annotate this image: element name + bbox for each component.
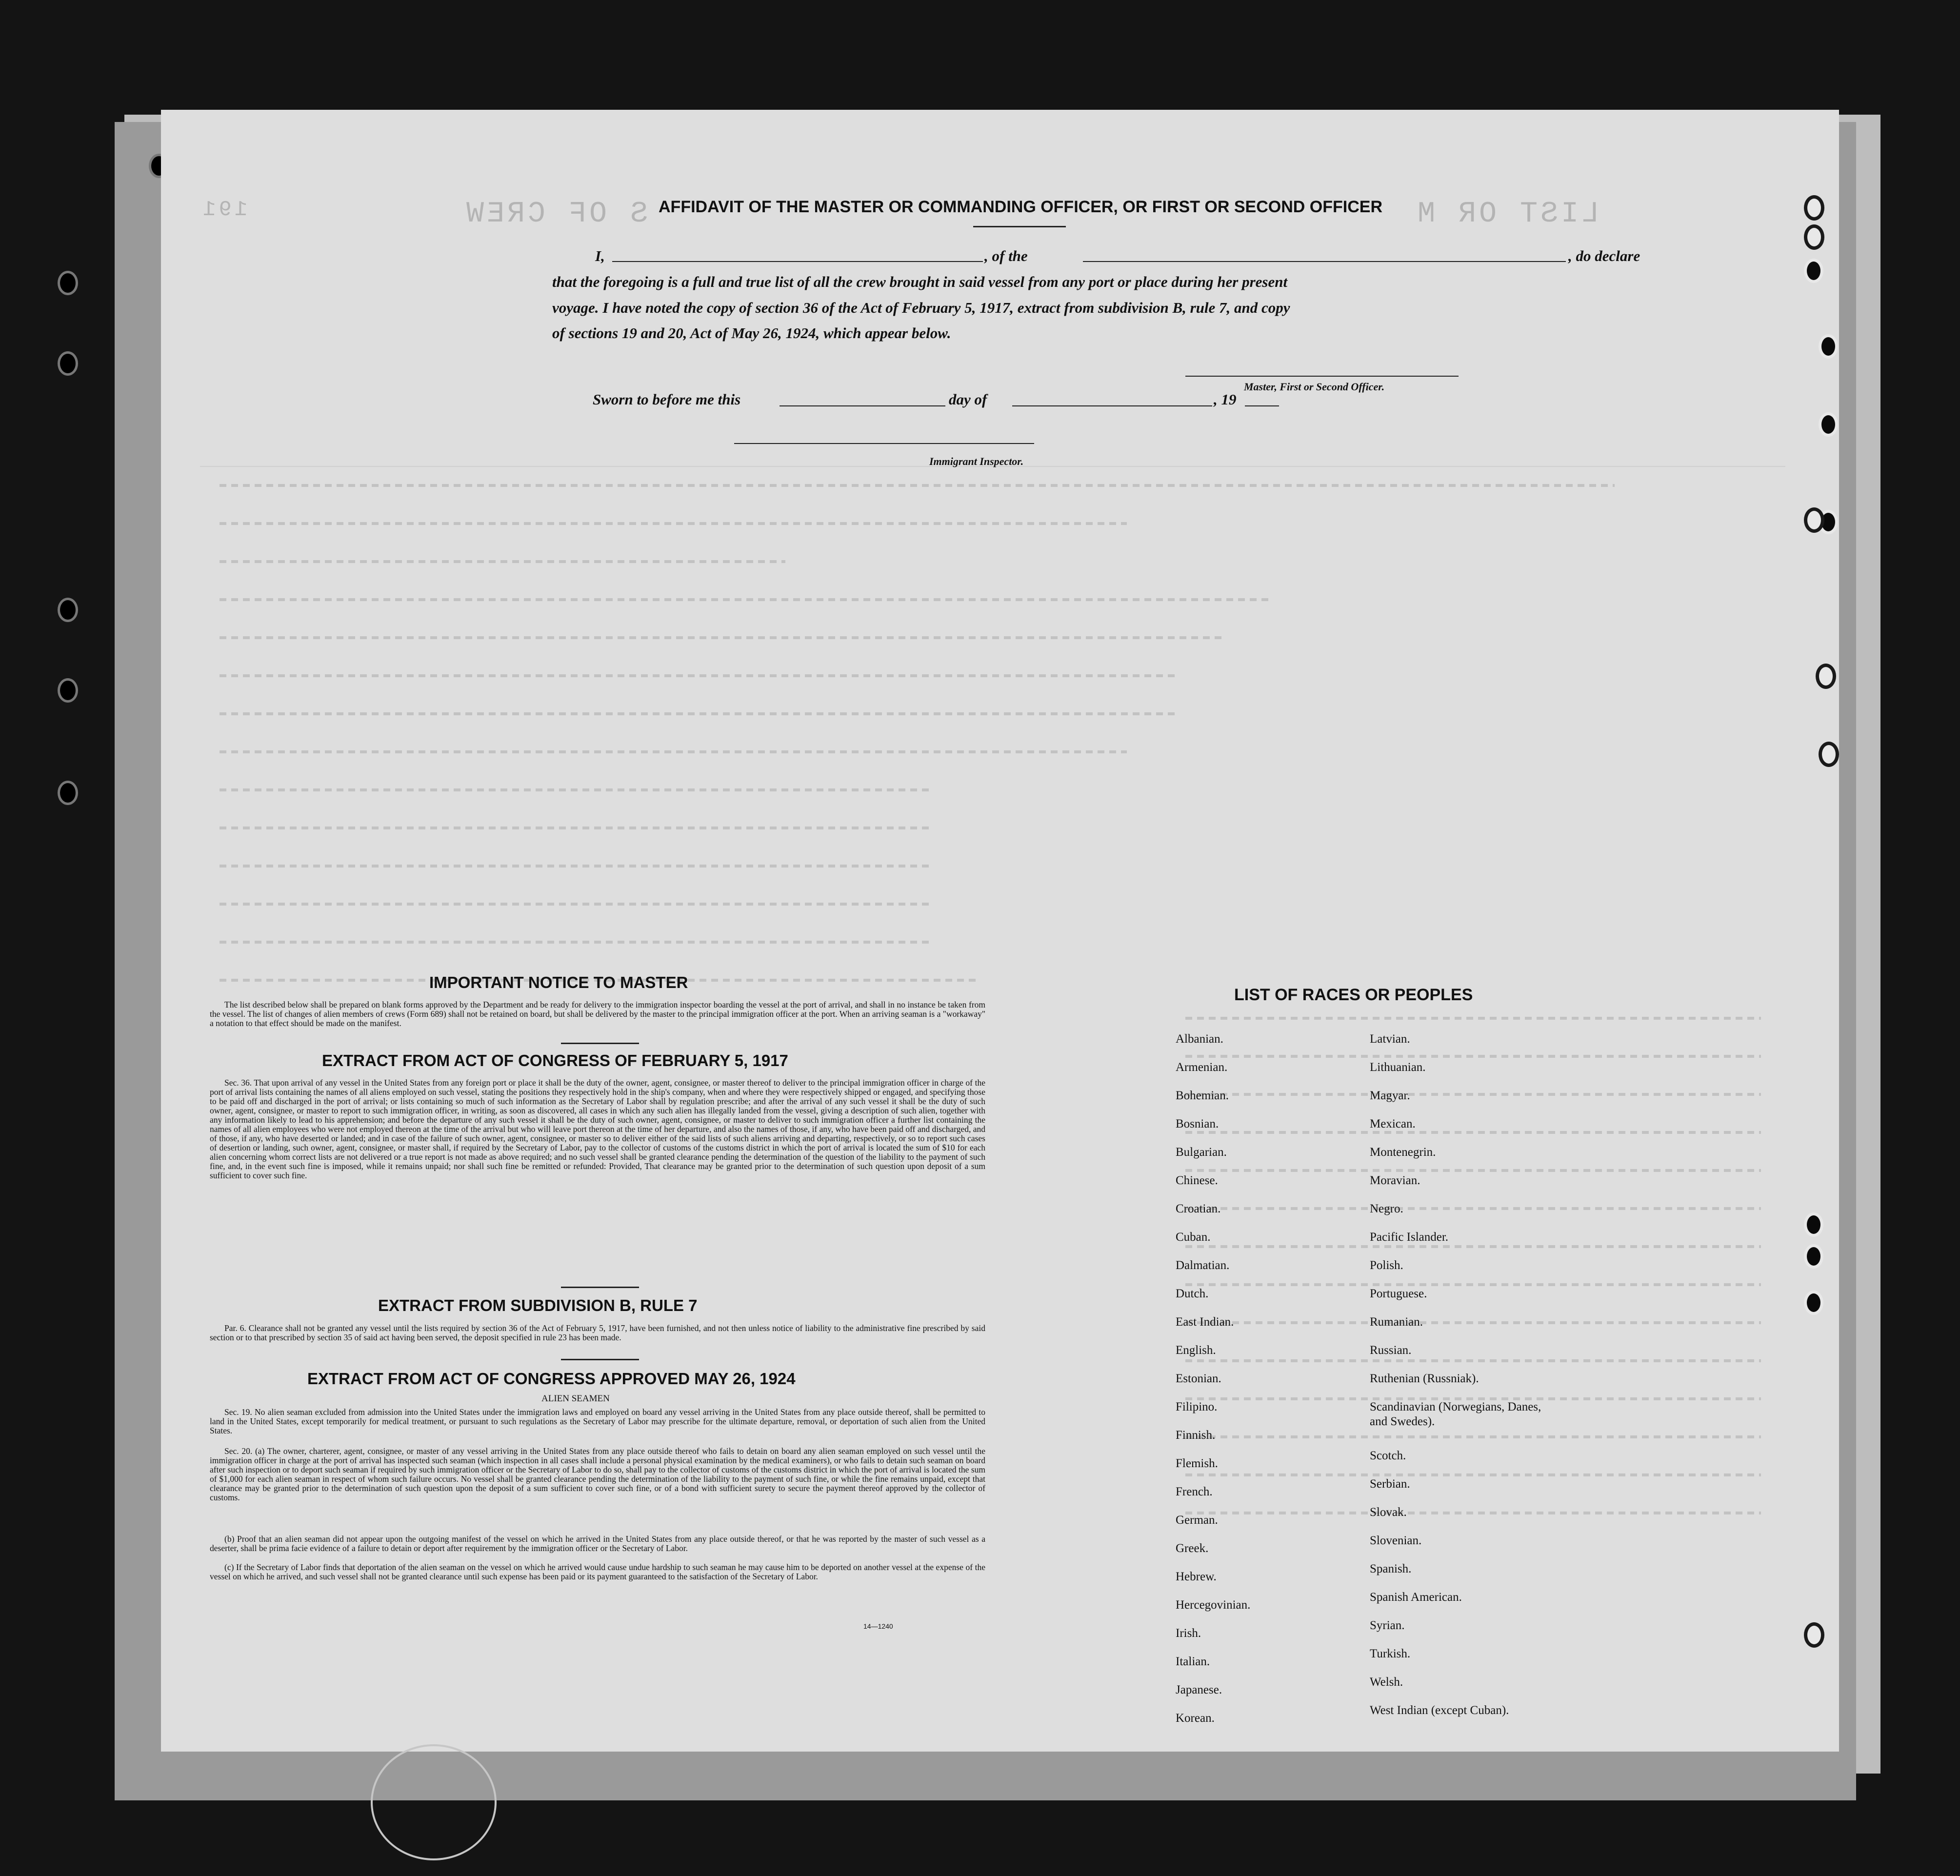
extract-1917-title: EXTRACT FROM ACT OF CONGRESS OF FEBRUARY 5, 1917 bbox=[322, 1051, 788, 1069]
race-item: Scotch. bbox=[1370, 1449, 1406, 1462]
inspector-signature-blank[interactable] bbox=[734, 443, 1034, 444]
binder-hole bbox=[58, 678, 78, 703]
race-item: Slovenian. bbox=[1370, 1534, 1422, 1547]
race-item: Lithuanian. bbox=[1370, 1061, 1426, 1074]
bleed-title: S OF CREW bbox=[463, 198, 648, 231]
title-rule bbox=[973, 226, 1066, 227]
race-item: German. bbox=[1176, 1513, 1218, 1527]
extract-1917-body: Sec. 36. That upon arrival of any vessel in the United States from any foreign port or place it shall be the duty of the owner, agent, consignee, or master thereof to deliver to the principal immigration officer in charge of the port of arrival lists containing the names of all aliens employed on such vessel, stating the positions they respectively hold in the ship's company, when and where they were respectively shipped or engaged, and specifying those to be paid off and discharged in the port of arrival; or lists containing so much of such information as the Secretary of Labor shall by regulation prescribe; and after the arrival of any such vessel it shall be the duty of such owner, agent, consignee, or master to report to such immigration officer, in writing, as soon as discovered, all cases in which any such alien has illegally landed from the vessel, giving a description of such alien, together with any information likely to lead to his apprehension; and before the departure of any such vessel it shall be the duty of such owner, agent, consignee, or master to deliver to such immigration officer a further list containing the names of all alien employees who were not employed thereon at the time of the arrival but who will leave port thereon at the time of her departure, and also the names of those, if any, who have been paid off and discharged, and of those, if any, who have deserted or landed; and in case of the failure of such owner, agent, consignee, or master so to deliver either of the said lists of such aliens arriving and departing, respectively, or so to report such cases of desertion or landing, such owner, agent, consignee, or master shall, if required by the Secretary of Labor, pay to the collector of customs of the customs district in which the port of arrival is located the sum of $10 for each alien concerning whom correct lists are not delivered or a true report is not made as above required; and no such vessel shall be granted clearance pending the determination of the question of the liability to the payment of such fine, and, in the event such fine is imposed, while it remains unpaid; nor shall such fine be remitted or refunded: Provided, That clearance may be granted prior to the determination of such question upon deposit of a sum sufficient to cover such fine. bbox=[210, 1078, 985, 1180]
affidavit-of-the: , of the bbox=[984, 247, 1028, 264]
affidavit-title: AFFIDAVIT OF THE MASTER OR COMMANDING OFFICER, OR FIRST OR SECOND OFFICER bbox=[659, 198, 1382, 216]
sworn-day-of: day of bbox=[949, 391, 987, 408]
officer-name-blank[interactable] bbox=[612, 261, 983, 262]
punch-hole bbox=[1804, 224, 1824, 250]
sworn-prefix: Sworn to before me this bbox=[593, 391, 741, 408]
notice-body: The list described below shall be prepared on blank forms approved by the Department and be ready for delivery to the immigration inspector boarding the vessel at the port of arrival, and shall in no instance be taken from the vessel. The list of changes of alien members of crews (Form 689) shall not be retained on board, but shall be delivered by the master to the principal immigration officer at the port. When an arriving seaman is a "workaway" a notation to that effect should be made on the manifest. bbox=[210, 1000, 985, 1028]
sec-20b-body: (b) Proof that an alien seaman did not appear upon the outgoing manifest of the vessel on which he arrived in the United States from any place outside thereof, or that he was reported by the master of such vessel as a deserter, shall be prima facie evidence of a failure to detain or deport after requirement by the immigration officer or the Secretary of Labor. bbox=[210, 1534, 985, 1553]
race-item: Finnish. bbox=[1176, 1429, 1216, 1442]
race-item: Russian. bbox=[1370, 1344, 1412, 1357]
races-left-column bbox=[1176, 1032, 1250, 1739]
binder-hole bbox=[58, 351, 78, 376]
vessel-name-blank[interactable] bbox=[1083, 261, 1566, 262]
faded-seal-stamp bbox=[371, 1744, 497, 1860]
punch-hole bbox=[1804, 1244, 1823, 1269]
race-item: Irish. bbox=[1176, 1627, 1201, 1640]
race-item: Serbian. bbox=[1370, 1477, 1410, 1491]
race-item: Dalmatian. bbox=[1176, 1259, 1230, 1272]
section-rule bbox=[561, 1287, 639, 1288]
race-item: Montenegrin. bbox=[1370, 1146, 1436, 1159]
race-item: East Indian. bbox=[1176, 1315, 1234, 1329]
punch-hole bbox=[1804, 507, 1824, 533]
race-item: Japanese. bbox=[1176, 1683, 1222, 1696]
race-item: Welsh. bbox=[1370, 1675, 1403, 1689]
punch-hole bbox=[1804, 1622, 1824, 1648]
race-item: Hebrew. bbox=[1176, 1570, 1217, 1583]
race-item: Hercegovinian. bbox=[1176, 1598, 1251, 1612]
race-item: English. bbox=[1176, 1344, 1216, 1357]
document-page bbox=[161, 110, 1839, 1752]
race-item: Flemish. bbox=[1176, 1457, 1218, 1470]
race-item: Dutch. bbox=[1176, 1287, 1209, 1300]
race-item: Mexican. bbox=[1370, 1117, 1416, 1130]
sec-19-body: Sec. 19. No alien seaman excluded from admission into the United States under the immigration laws and employed on board any vessel arriving in the United States from any place outside thereof, shall be permitted to land in the United States, except temporarily for medical treatment, or pursuant to such regulations as the Secretary of Labor may prescribe for the ultimate departure, removal, or deportation of such alien from the United States. bbox=[210, 1407, 985, 1435]
race-item: Magyar. bbox=[1370, 1089, 1410, 1102]
binder-hole bbox=[58, 271, 78, 295]
punch-hole bbox=[1804, 1291, 1823, 1315]
races-right-column bbox=[1370, 1032, 1545, 1732]
master-caption: Master, First or Second Officer. bbox=[1244, 381, 1385, 393]
affidavit-line-3: voyage. I have noted the copy of section 36 of the Act of February 5, 1917, extract from subdivision B, rule 7, and copy bbox=[552, 299, 1290, 316]
race-item: Bohemian. bbox=[1176, 1089, 1229, 1102]
race-item: West Indian (except Cuban). bbox=[1370, 1704, 1509, 1717]
race-item: Croatian. bbox=[1176, 1202, 1221, 1215]
race-item: French. bbox=[1176, 1485, 1213, 1498]
race-item: Spanish American. bbox=[1370, 1591, 1462, 1604]
punch-hole bbox=[1804, 195, 1824, 221]
race-item: Chinese. bbox=[1176, 1174, 1218, 1187]
sworn-year-blank[interactable] bbox=[1245, 405, 1279, 406]
extract-rule7-body: Par. 6. Clearance shall not be granted any vessel until the lists required by section 36 of the Act of February 5, 1917, have been furnished, and not then unless notice of liability to the administrative fine prescribed by said section or to that prescribed by section 35 of said act having been served, the deposit specified in rule 23 has been made. bbox=[210, 1323, 985, 1342]
race-item: Filipino. bbox=[1176, 1400, 1218, 1413]
bleed-page-number: 191 bbox=[200, 198, 248, 222]
race-item: Polish. bbox=[1370, 1259, 1403, 1272]
race-item: Spanish. bbox=[1370, 1562, 1412, 1575]
race-item: Portuguese. bbox=[1370, 1287, 1427, 1300]
punch-hole bbox=[1819, 742, 1839, 767]
race-item: Armenian. bbox=[1176, 1061, 1228, 1074]
race-item: Scandinavian (Norwegians, Danes, and Swedes). bbox=[1370, 1400, 1541, 1428]
races-title: LIST OF RACES OR PEOPLES bbox=[1234, 986, 1473, 1004]
extract-rule7-title: EXTRACT FROM SUBDIVISION B, RULE 7 bbox=[378, 1296, 698, 1314]
race-item: Greek. bbox=[1176, 1542, 1209, 1555]
race-item: Turkish. bbox=[1370, 1647, 1411, 1660]
race-item: Bosnian. bbox=[1176, 1117, 1219, 1130]
race-item: Korean. bbox=[1176, 1712, 1215, 1725]
affidavit-i: I, bbox=[595, 247, 605, 264]
binder-hole bbox=[58, 598, 78, 622]
sec-20c-body: (c) If the Secretary of Labor finds that deportation of the alien seaman on the vessel on which he arrived would cause undue hardship to such seaman he may cause him to be deported on another vessel at the expense of the vessel on which he arrived, and such vessel shall not be granted clearance until such expense has been paid or its payment guaranteed to the satisfaction of the Secretary of Labor. bbox=[210, 1562, 985, 1581]
race-item: Albanian. bbox=[1176, 1032, 1223, 1046]
race-item: Ruthenian (Russniak). bbox=[1370, 1372, 1479, 1385]
binder-hole bbox=[58, 781, 78, 805]
race-item: Cuban. bbox=[1176, 1230, 1211, 1244]
race-item: Rumanian. bbox=[1370, 1315, 1423, 1329]
race-item: Pacific Islander. bbox=[1370, 1230, 1449, 1244]
sworn-month-blank[interactable] bbox=[1012, 405, 1212, 406]
punch-hole bbox=[1819, 412, 1838, 437]
extract-1924-title: EXTRACT FROM ACT OF CONGRESS APPROVED MAY 26, 1924 bbox=[307, 1370, 796, 1388]
sec-20a-body: Sec. 20. (a) The owner, charterer, agent, consignee, or master of any vessel arriving in the United States from any place outside thereof who fails to detain on board any alien seaman employed on such vessel until the immigration officer in charge at the port of arrival has inspected such seaman (which inspection in all cases shall include a personal physical examination by the medical examiners), or who fails to detain such seaman on board after such inspection or to deport such seaman if required by such immigration officer or the Secretary of Labor to do so, shall pay to the collector of customs of the customs district in which the port of arrival is located the sum of $1,000 for each alien seaman in respect of whom such failure occurs. No vessel shall be granted clearance pending the determination of the liability to the payment of such fine, or while the fine remains unpaid, except that clearance may be granted prior to the determination of such question upon the deposit of a sum sufficient to cover such fine, or of a bond with sufficient surety to secure the payment thereof approved by the collector of customs. bbox=[210, 1446, 985, 1502]
punch-hole bbox=[1804, 259, 1823, 283]
race-item: Moravian. bbox=[1370, 1174, 1420, 1187]
race-item: Syrian. bbox=[1370, 1619, 1405, 1632]
punch-hole bbox=[1816, 664, 1836, 689]
affidavit-line-2: that the foregoing is a full and true list of all the crew brought in said vessel from any port or place during her present bbox=[552, 273, 1288, 290]
race-item: Estonian. bbox=[1176, 1372, 1221, 1385]
section-rule bbox=[561, 1359, 639, 1360]
sworn-date-blank[interactable] bbox=[780, 405, 945, 406]
affidavit-declare: , do declare bbox=[1568, 247, 1640, 264]
bleed-title: LIST OR M bbox=[1415, 198, 1600, 231]
alien-seamen-subtitle: ALIEN SEAMEN bbox=[541, 1393, 610, 1404]
master-signature-blank[interactable] bbox=[1185, 376, 1459, 377]
form-number: 14—1240 bbox=[863, 1622, 893, 1630]
section-rule bbox=[561, 1043, 639, 1044]
race-item: Slovak. bbox=[1370, 1506, 1407, 1519]
race-item: Latvian. bbox=[1370, 1032, 1410, 1046]
race-item: Italian. bbox=[1176, 1655, 1210, 1668]
affidavit-line-4: of sections 19 and 20, Act of May 26, 1924, which appear below. bbox=[552, 324, 951, 342]
race-item: Bulgarian. bbox=[1176, 1146, 1227, 1159]
notice-title: IMPORTANT NOTICE TO MASTER bbox=[429, 973, 688, 991]
race-item: Negro. bbox=[1370, 1202, 1403, 1215]
punch-hole bbox=[1804, 1212, 1823, 1237]
inspector-caption: Immigrant Inspector. bbox=[929, 455, 1024, 467]
punch-hole bbox=[1819, 334, 1838, 359]
sworn-year: , 19 bbox=[1214, 391, 1237, 408]
